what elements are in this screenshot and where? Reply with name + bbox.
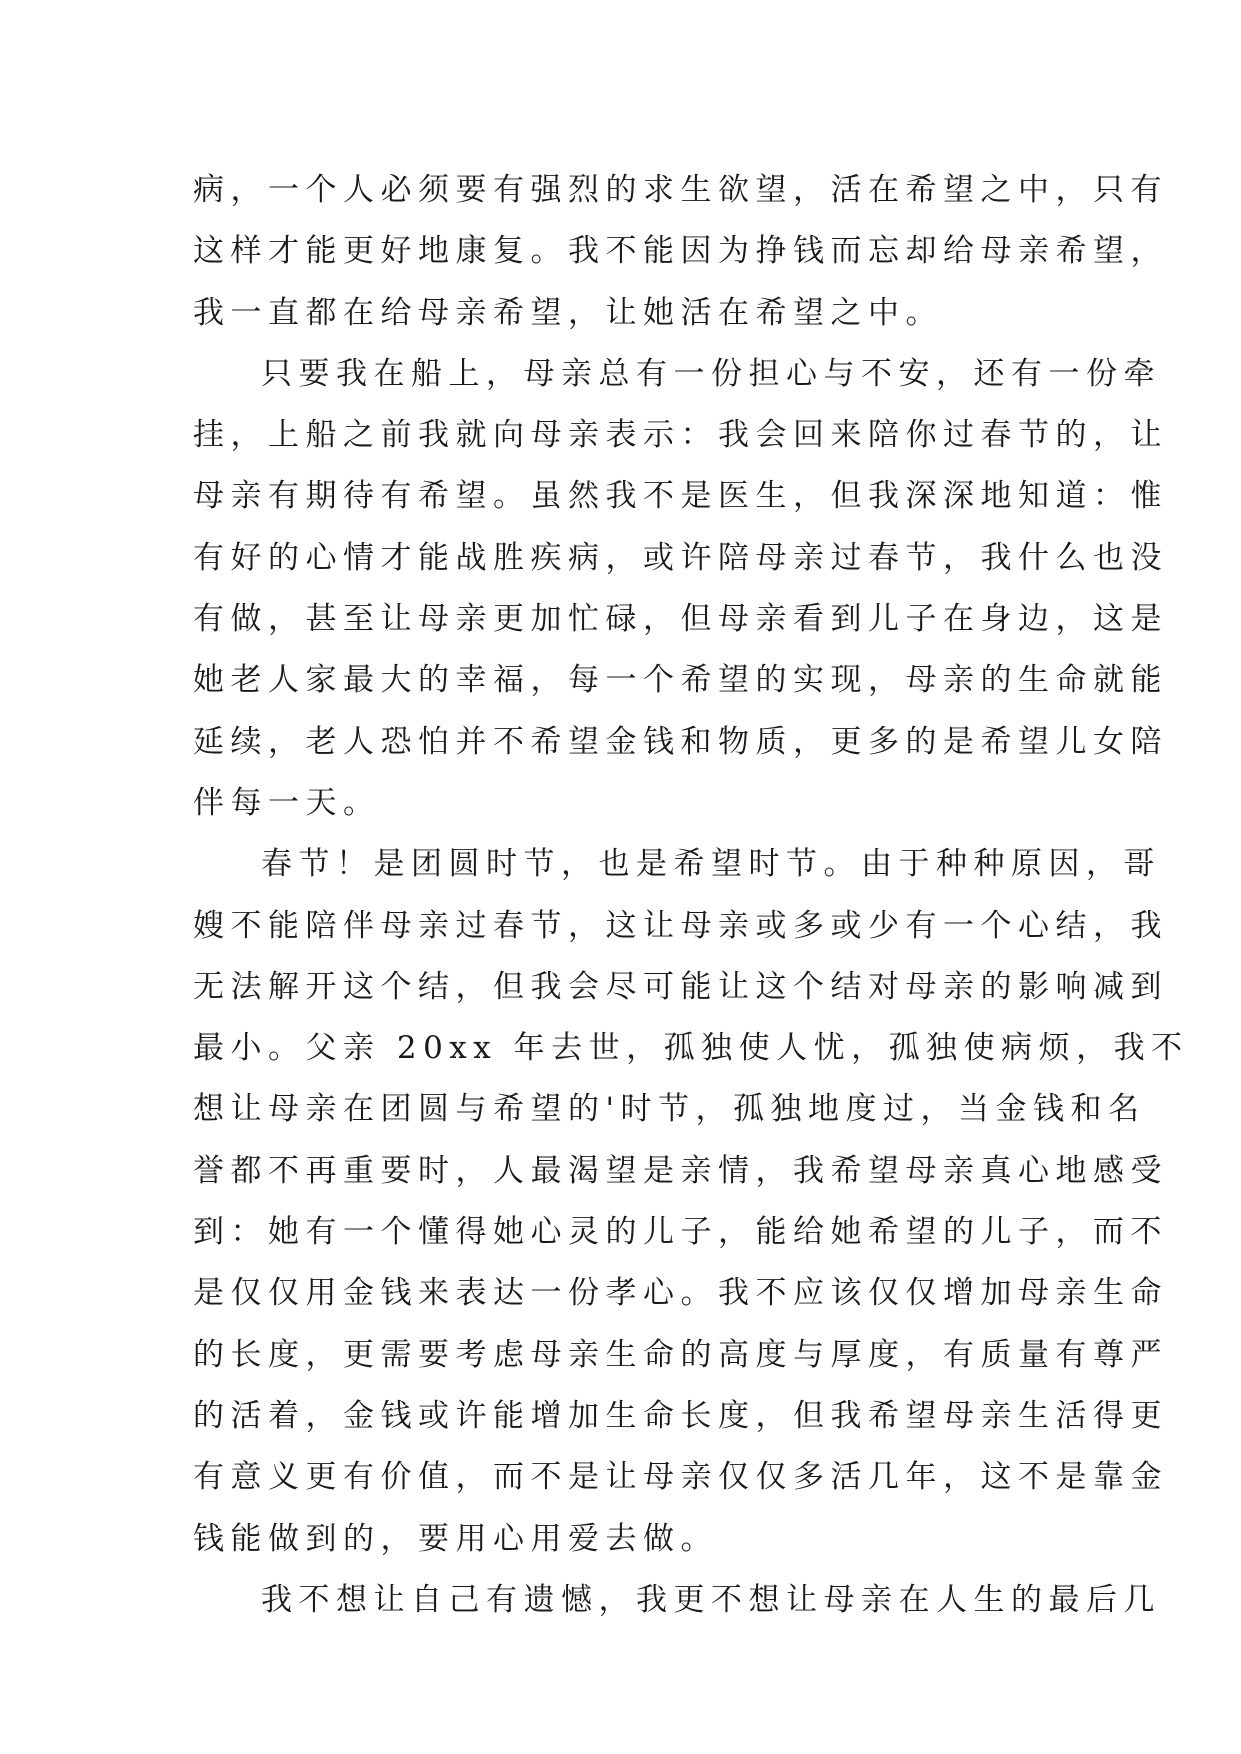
text-line: 病，一个人必须要有强烈的求生欲望，活在希望之中，只有 [193, 172, 1168, 208]
text-line: 有意义更有价值，而不是让母亲仅仅多活几年，这不是靠金 [193, 1459, 1168, 1496]
text-line: 誉都不再重要时，人最渴望是亲情，我希望母亲真心地感受 [193, 1152, 1168, 1189]
text-line: 我不想让自己有遗憾，我更不想让母亲在人生的最后几 [261, 1581, 1161, 1618]
text-line: 嫂不能陪伴母亲过春节，这让母亲或多或少有一个心结，我 [193, 907, 1168, 944]
text-line: 我一直都在给母亲希望，让她活在希望之中。 [193, 294, 943, 331]
text-line: 钱能做到的，要用心用爱去做。 [193, 1520, 718, 1557]
text-line: 是仅仅用金钱来表达一份孝心。我不应该仅仅增加母亲生命 [193, 1275, 1168, 1312]
text-line: 有好的心情才能战胜疾病，或许陪母亲过春节，我什么也没 [193, 539, 1168, 576]
text-line: 伴每一天。 [193, 784, 381, 821]
text-line: 挂，上船之前我就向母亲表示：我会回来陪你过春节的，让 [193, 417, 1168, 454]
text-line: 春节！是团圆时节，也是希望时节。由于种种原因，哥 [261, 846, 1161, 883]
text-line: 母亲有期待有希望。虽然我不是医生，但我深深地知道：惟 [193, 478, 1168, 515]
text-line: 的活着，金钱或许能增加生命长度，但我希望母亲生活得更 [193, 1397, 1168, 1434]
text-line: 最小。父亲 20xx 年去世，孤独使人忧，孤独使病烦，我不 [193, 1030, 1189, 1067]
text-line: 想让母亲在团圆与希望的'时节，孤独地度过，当金钱和名 [193, 1091, 1146, 1128]
text-line: 的长度，更需要考虑母亲生命的高度与厚度，有质量有尊严 [193, 1336, 1168, 1373]
text-line: 无法解开这个结，但我会尽可能让这个结对母亲的影响减到 [193, 968, 1168, 1005]
text-line: 延续，老人恐怕并不希望金钱和物质，更多的是希望儿女陪 [193, 723, 1168, 760]
text-line: 只要我在船上，母亲总有一份担心与不安，还有一份牵 [261, 355, 1161, 392]
text-line: 到：她有一个懂得她心灵的儿子，能给她希望的儿子，而不 [193, 1214, 1168, 1251]
text-line: 有做，甚至让母亲更加忙碌，但母亲看到儿子在身边，这是 [193, 601, 1168, 638]
text-line: 她老人家最大的幸福，每一个希望的实现，母亲的生命就能 [193, 662, 1168, 699]
body-text [193, 160, 1189, 1631]
text-line: 这样才能更好地康复。我不能因为挣钱而忘却给母亲希望， [193, 233, 1168, 270]
